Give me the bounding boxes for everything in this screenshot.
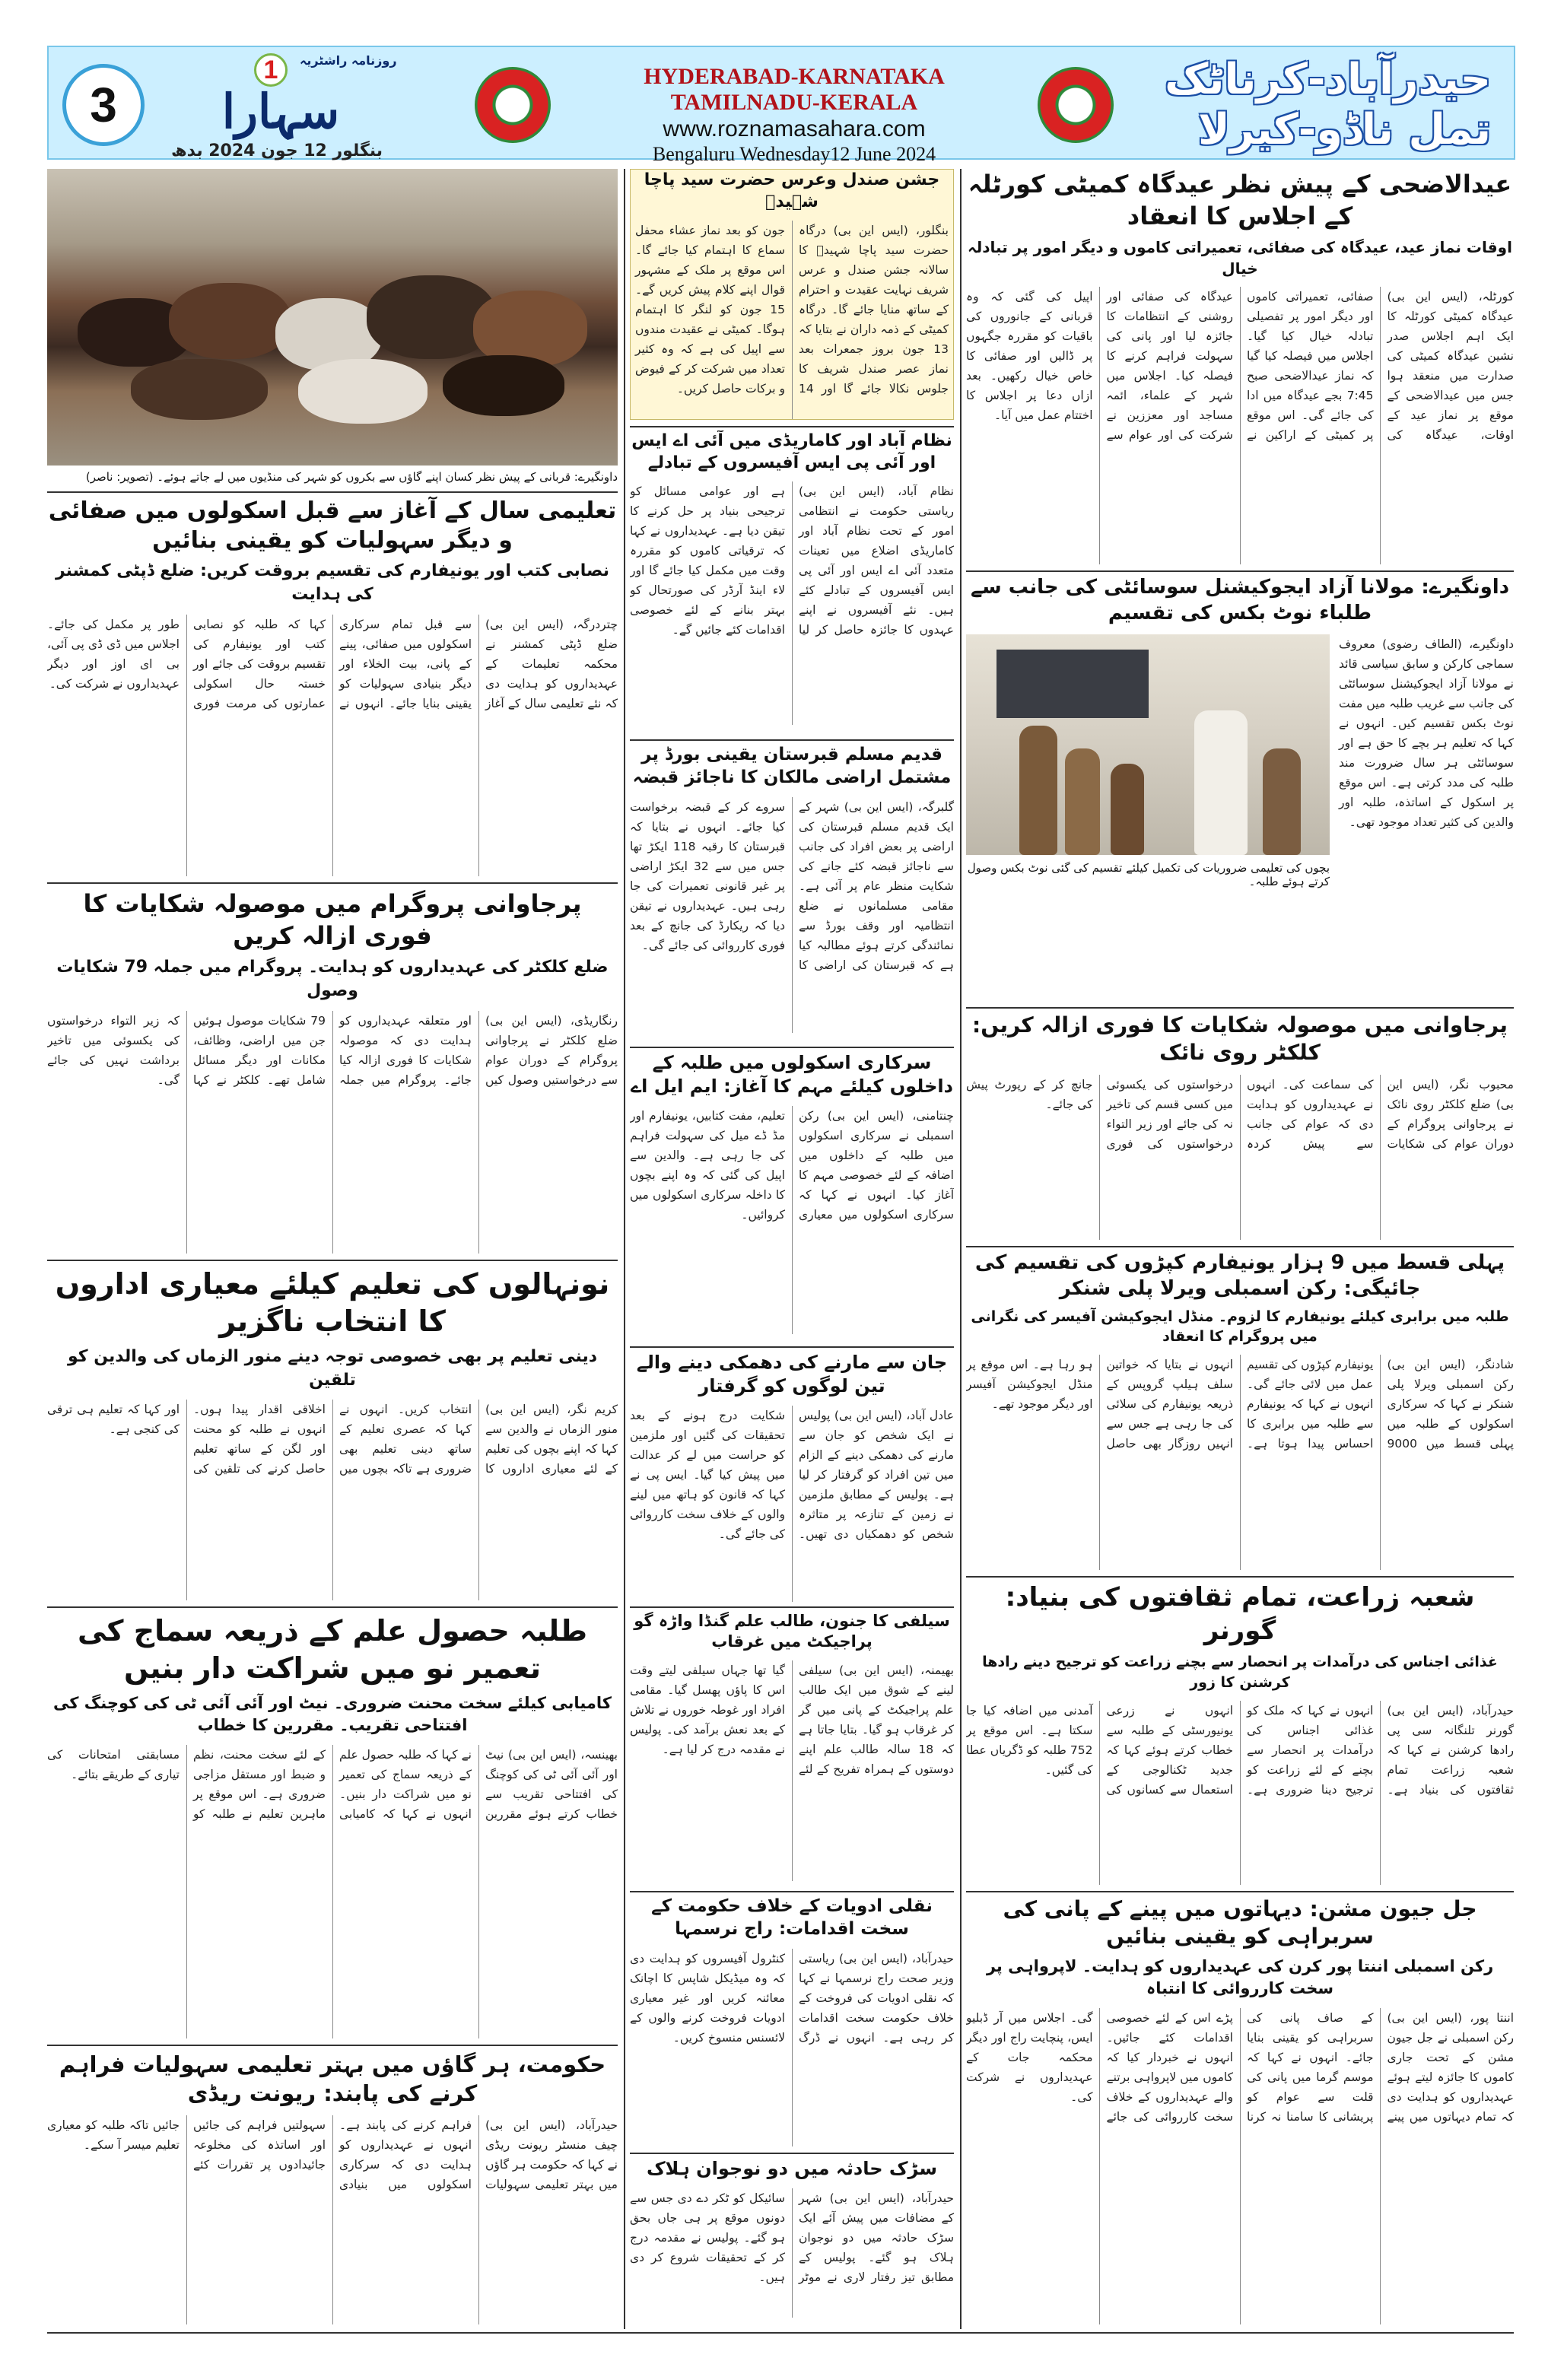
article-complaints-1 — [47, 888, 618, 1254]
article-graveyard — [630, 744, 954, 1041]
headline: سڑک حادثہ میں دو نوجوان ہلاک — [646, 2158, 938, 2179]
article-body: نظام آباد، (ایس این بی) ریاستی حکومت نے انتظامی امور کے تحت نظام آباد اور کاماریڈی اضلاع میں تعینات متعدد آئی اے ایس اور آئی پی ایس آفیسروں کے تبادلے کئے ہیں۔ نئے آفیسروں نے اپنے عہدوں کا جائزہ حاصل کر لیا ہے اور عوامی مسائل کو ترجیحی بنیاد پر حل کرنے کا تیقن دیا ہے۔ عہدیداروں نے کہا کہ ترقیاتی کاموں کو مقررہ وقت میں مکمل کیا جائے گا اور لاء اینڈ آرڈر کی صورتحال کو بہتر بنانے کے لئے خصوصی اقدامات کئے جائیں گے۔ — [630, 485, 954, 637]
subhead: دینی تعلیم پر بھی خصوصی توجہ دینے منور الزماں کی والدین کو تلقین — [67, 1346, 598, 1390]
subhead: طلبہ میں برابری کیلئے یونیفارم کا لزوم۔ منڈل ایجوکیشن آفیسر کی نگرانی میں پروگرام کا انعقاد — [971, 1308, 1509, 1346]
subhead: ضلع کلکٹر کی عہدیداروں کو ہدایت۔ پروگرام میں جملہ 79 شکایات وصول — [56, 958, 609, 1000]
article-davangere-society — [966, 575, 1514, 1001]
date-urdu: بنگلور 12 جون 2024 بدھ — [170, 141, 383, 160]
article-body: حیدرآباد، (ایس این بی) گورنر تلنگانہ سی پی رادھا کرشنن نے کہا کہ شعبہ زراعت تمام ثقافتوں کی بنیاد ہے۔ انہوں نے کہا کہ ملک کو غذائی اجناس کی درآمدات پر انحصار سے بچنے کے لئے زراعت کو ترجیح دینا ضروری ہے۔ انہوں نے زرعی یونیورسٹی کے طلبہ سے خطاب کرتے ہوئے کہا کہ جدید ٹکنالوجی کے استعمال سے کسانوں کی آمدنی میں اضافہ کیا جا سکتا ہے۔ اس موقع پر 752 طلبہ کو ڈگریاں عطا کی گئیں۔ — [966, 1703, 1514, 1797]
headline: شعبہ زراعت، تمام ثقافتوں کی بنیاد: گورنر — [1005, 1582, 1475, 1647]
subhead: نصابی کتب اور یونیفارم کی تقسیم بروقت کریں: ضلع ڈپٹی کمشنر کی ہدایت — [55, 561, 609, 604]
logo-badge: 1 — [254, 53, 288, 87]
page-number: 3 — [62, 64, 145, 146]
headline: تعلیمی سال کے آغاز سے قبل اسکولوں میں صفائی و دیگر سہولیات کو یقینی بنائیں — [48, 497, 617, 554]
headline: طلبہ حصول علم کے ذریعہ سماج کی تعمیر نو میں شراکت دار بنیں — [77, 1614, 588, 1686]
headline: سرکاری اسکولوں میں طلبہ کے داخلوں کیلئے مہم کا آغاز: ایم ایل اے — [631, 1052, 953, 1098]
article-body: حیدرآباد، (ایس این بی) شہر کے مضافات میں پیش آئے ایک سڑک حادثہ میں دو نوجوان ہلاک ہو گئے۔ پولیس کے مطابق تیز رفتار لاری نے موٹر سائیکل کو ٹکر دے دی جس سے دونوں موقع پر ہی جاں بحق ہو گئے۔ پولیس نے مقدمہ درج کر کے تحقیقات شروع کر دی ہیں۔ — [630, 2191, 954, 2285]
headline: پرجاوانی میں موصولہ شکایات کا فوری ازالہ کریں: کلکٹر روی نائک — [972, 1012, 1508, 1066]
article-body: شادنگر، (ایس این بی) رکن اسمبلی ویرلا پلی شنکر نے کہا کہ سرکاری اسکولوں کے طلبہ میں پہلی قسط میں 9000 یونیفارم کپڑوں کی تقسیم عمل میں لائی جائے گی۔ انہوں نے کہا کہ یونیفارم سے طلبہ میں برابری کا احساس پیدا ہوتا ہے۔ انہوں نے بتایا کہ خواتین سلف ہیلپ گروپس کے ذریعہ یونیفارم کی سلائی کی جا رہی ہے جس سے انہیں روزگار بھی حاصل ہو رہا ہے۔ اس موقع پر منڈل ایجوکیشن آفیسر اور دیگر موجود تھے۔ — [966, 1357, 1514, 1451]
article-body: داونگیرے، (الطاف رضوی) معروف سماجی کارکن و سابق سیاسی قائد نے مولانا آزاد ایجوکیشنل سوسائٹی کی جانب سے غریب طلبہ میں مفت نوٹ بکس تقسیم کیں۔ انہوں نے کہا کہ تعلیم ہر بچے کا حق ہے اور سوسائٹی ہر سال ضرورت مند طلبہ کی مدد کرتی ہے۔ اس موقع پر اسکول کے اساتذہ، طلبہ اور والدین کی کثیر تعداد موجود تھی۔ — [1339, 637, 1514, 829]
edition-header — [596, 64, 992, 166]
article-body: عادل آباد، (ایس این بی) پولیس نے ایک شخص کو جان سے مارنے کی دھمکی دینے کے الزام میں تین افراد کو گرفتار کر لیا ہے۔ پولیس کے مطابق ملزمین نے زمین کے تنازعہ پر متاثرہ شخص کو دھمکیاں دی تھیں۔ شکایت درج ہونے کے بعد تحقیقات کی گئیں اور ملزمین کو حراست میں لے کر عدالت میں پیش کیا گیا۔ ایس پی نے کہا کہ قانون کو ہاتھ میں لینے والوں کے خلاف سخت کارروائی کی جائے گی۔ — [630, 1409, 954, 1542]
article-uniforms — [966, 1250, 1514, 1570]
article-govt-schools — [630, 1051, 954, 1340]
sheep-photo — [47, 169, 618, 466]
article-hostels — [47, 2051, 618, 2324]
article-body: حیدرآباد، (ایس این بی) ریاستی وزیر صحت راج نرسمہا نے کہا کہ نقلی ادویات کی فروخت کے خلاف حکومت سخت اقدامات کر رہی ہے۔ انہوں نے ڈرگ کنٹرول آفیسروں کو ہدایت دی کہ وہ میڈیکل شاپس کا اچانک معائنہ کریں اور غیر معیاری ادویات فروخت کرنے والوں کے لائسنس منسوخ کریں۔ — [630, 1951, 954, 2045]
date-line: Bengaluru Wednesday12 June 2024 — [652, 143, 936, 165]
subhead: کامیابی کیلئے سخت محنت ضروری۔ نیٹ اور آئی آئی ٹی کی کوچنگ کی افتتاحی تقریب۔ مقررین کا خطاب — [53, 1693, 612, 1735]
photo-caption: بچوں کی تعلیمی ضروریات کی تکمیل کیلئے تقسیم کی گئی نوٹ بکس وصول کرتے ہوئے طلبہ۔ — [967, 860, 1330, 888]
article-accident — [630, 2157, 954, 2324]
article-body: بھینسہ، (ایس این بی) نیٹ اور آئی آئی ٹی کی کوچنگ کی افتتاحی تقریب سے خطاب کرتے ہوئے مقررین نے کہا کہ طلبہ حصول علم کے ذریعہ سماج کی تعمیر نو میں شراکت دار بنیں۔ انہوں نے کہا کہ کامیابی کے لئے سخت محنت، نظم و ضبط اور مستقل مزاجی ضروری ہے۔ اس موقع پر ماہرین تعلیم نے طلبہ کو مسابقتی امتحانات کی تیاری کے طریقے بتائے۔ — [47, 1747, 618, 1821]
headline: جان سے مارنے کی دھمکی دینے والے تین لوگوں کو گرفتار — [636, 1352, 948, 1397]
article-children-education — [47, 1266, 618, 1600]
article-body: کورٹلہ، (ایس این بی) عیدگاہ کمیٹی کورٹلہ کا ایک اہم اجلاس صدر نشین عیدگاہ کمیٹی کی صدارت میں منعقد ہوا جس میں عیدالاضحی کے موقع پر نماز عید کے اوقات، عیدگاہ کی صفائی، تعمیراتی کاموں اور دیگر امور پر تفصیلی تبادلہ خیال کیا گیا۔ اجلاس میں فیصلہ کیا گیا کہ نماز عیدالاضحی صبح 7:45 بجے عیدگاہ میں ادا کی جائے گی۔ اس موقع پر کمیٹی کے اراکین نے عیدگاہ کی صفائی اور روشنی کے انتظامات کا جائزہ لیا اور پانی کی سہولت فراہم کرنے کا فیصلہ کیا۔ اجلاس میں شہر کے علماء، ائمہ مساجد اور معززین نے شرکت کی اور عوام سے اپیل کی گئی کہ وہ قربانی کے جانوروں کی باقیات کو مقررہ جگہوں پر ڈالیں اور صفائی کا خاص خیال رکھیں۔ بعد ازاں دعا پر اجلاس کا اختتام عمل میں آیا۔ — [966, 290, 1514, 443]
article-body: چنتامنی، (ایس این بی) رکن اسمبلی نے سرکاری اسکولوں میں طلبہ کے داخلوں میں اضافہ کے لئے خصوصی مہم کا آغاز کیا۔ انہوں نے کہا کہ سرکاری اسکولوں میں معیاری تعلیم، مفت کتابیں، یونیفارم اور مڈ ڈے میل کی سہولت فراہم کی جا رہی ہے۔ والدین سے اپیل کی گئی کہ وہ اپنے بچوں کا داخلہ سرکاری اسکولوں میں کروائیں۔ — [630, 1109, 954, 1222]
article-arrest — [630, 1351, 954, 1602]
photo-caption: داونگیرے: قربانی کے پیش نظر کسان اپنے گاؤں سے بکروں کو شہر کی منڈیوں میں لے جاتے ہوئے۔ (تصویر: ناصر) — [85, 470, 618, 484]
headline: جشن صندل وعرس حضرت سید پاچا شہیدؒ — [644, 170, 940, 211]
headline: سیلفی کا جنون، طالب علم گنڈا واڑہ گو پراجیکٹ میں غرقاب — [634, 1612, 950, 1651]
headline: عیدالاضحی کے پیش نظر عیدگاہ کمیٹی کورٹلہ کے اجلاس کا انعقاد — [968, 170, 1512, 230]
headline: حکومت، ہر گاؤں میں بہتر تعلیمی سہولیات فراہم کرنے کی پابند: ریونت ریڈی — [59, 2051, 606, 2106]
headline: نقلی ادویات کے خلاف حکومت کے سخت اقدامات: راج نرسمہا — [651, 1896, 933, 1939]
website[interactable]: www.roznamasahara.com — [663, 116, 926, 141]
article-body: محبوب نگر، (ایس این بی) ضلع کلکٹر روی نائک نے پرجاوانی پروگرام کے دوران عوام کی شکایات کی سماعت کی۔ انہوں نے عہدیداروں کو ہدایت دی کہ عوام کی جانب سے پیش کردہ درخواستوں کی یکسوئی میں کسی قسم کی تاخیر نہ کی جائے اور زیر التواء درخواستوں کی فوری جانچ کر کے رپورٹ پیش کی جائے۔ — [966, 1077, 1514, 1151]
article-knowledge — [47, 1613, 618, 2038]
article-nizamabad — [630, 431, 954, 735]
headline: نظام آباد اور کاماریڈی میں آئی اے ایس اور آئی پی ایس آفیسروں کے تبادلے — [631, 431, 952, 472]
masthead — [47, 46, 1515, 165]
subhead: اوقات نماز عید، عیدگاہ کی صفائی، تعمیراتی کاموں و دیگر امور پر تبادلہ خیال — [968, 238, 1512, 278]
headline: نونہالوں کی تعلیم کیلئے معیاری اداروں کا انتخاب ناگزیر — [55, 1267, 610, 1339]
article-body: بھیمنہ، (ایس این بی) سیلفی لینے کے شوق میں ایک طالب علم پراجیکٹ کے پانی میں گر کر غرقاب ہو گیا۔ بتایا جاتا ہے کہ 18 سالہ طالب علم اپنے دوستوں کے ہمراہ تفریح کے لئے گیا تھا جہاں سیلفی لیتے وقت اس کا پاؤں پھسل گیا۔ مقامی افراد اور غوطہ خوروں نے تلاش کے بعد نعش برآمد کی۔ پولیس نے مقدمہ درج کر لیا ہے۔ — [630, 1663, 954, 1776]
article-fake-drugs — [630, 1895, 954, 2146]
article-selfie — [630, 1611, 954, 1885]
headline: داونگیرے: مولانا آزاد ایجوکیشنل سوسائٹی کی جانب سے طلباء نوٹ بکس کی تقسیم — [970, 576, 1510, 624]
newspaper-logo — [163, 53, 399, 160]
article-jal-jeevan — [966, 1895, 1514, 2324]
classroom-photo — [966, 634, 1330, 855]
subhead: غذائی اجناس کی درآمدات پر انحصار سے بچنے زراعت کو ترجیح دینے رادھا کرشنن کا زور — [982, 1654, 1498, 1691]
headline: قدیم مسلم قبرستان یقینی بورڈ پر مشتمل اراضی مالکان کا ناجائز قبضہ — [632, 745, 952, 787]
article-eid — [966, 169, 1514, 564]
headline: پرجاوانی پروگرام میں موصولہ شکایات کا فوری ازالہ کریں — [83, 889, 582, 950]
article-agriculture — [966, 1581, 1514, 1885]
article-body: گلبرگہ، (ایس این بی) شہر کے ایک قدیم مسلم قبرستان کی اراضی پر بعض افراد کی جانب سے ناجائز قبضہ کئے جانے کی شکایت منظر عام پر آئی ہے۔ مقامی مسلمانوں نے ضلع انتظامیہ اور وقف بورڈ سے نمائندگی کرتے ہوئے مطالبہ کیا ہے کہ قبرستان کی اراضی کا سروے کر کے قبضہ برخواست کیا جائے۔ انہوں نے بتایا کہ قبرستان کا رقبہ 118 ایکڑ تھا جس میں سے 32 ایکڑ اراضی پر غیر قانونی تعمیرات کی جا رہی ہیں۔ عہدیداروں نے تیقن دیا کہ ریکارڈ کی جانچ کے بعد فوری کارروائی کی جائے گی۔ — [630, 799, 954, 972]
region-title — [1095, 55, 1491, 155]
logo-name: سہارا — [221, 84, 340, 139]
article-urs — [630, 169, 954, 420]
region-title-1: حیدرآباد-کرناٹک — [1165, 55, 1491, 104]
article-body: چتردرگہ، (ایس این بی) ضلع ڈپٹی کمشنر نے محکمہ تعلیمات کے عہدیداروں کو ہدایت دی کہ نئے تعلیمی سال کے آغاز سے قبل تمام سرکاری اسکولوں میں صفائی، پینے کے پانی، بیت الخلاء اور دیگر بنیادی سہولیات کو یقینی بنایا جائے۔ انہوں نے کہا کہ طلبہ کو نصابی کتب اور یونیفارم کی تقسیم بروقت کی جائے اور خستہ حال اسکولی عمارتوں کی مرمت فوری طور پر مکمل کی جائے۔ اجلاس میں ڈی ڈی پی آئی، بی ای اوز اور دیگر عہدیداروں نے شرکت کی۔ — [47, 617, 618, 710]
headline: پہلی قسط میں 9 ہزار یونیفارم کپڑوں کی تقسیم کی جائیگی: رکن اسمبلی ویرلا پلی شنکر — [974, 1251, 1505, 1300]
region-title-2: تمل ناڈو-کیرلا — [1197, 105, 1491, 154]
article-body: حیدرآباد، (ایس این بی) چیف منسٹر ریونت ریڈی نے کہا کہ حکومت ہر گاؤں میں بہتر تعلیمی سہولیات فراہم کرنے کی پابند ہے۔ انہوں نے عہدیداروں کو ہدایت دی کہ سرکاری اسکولوں میں بنیادی سہولتیں فراہم کی جائیں اور اساتذہ کی مخلوعہ جائیدادوں پر تقررات کئے جائیں تاکہ طلبہ کو معیاری تعلیم میسر آ سکے۔ — [47, 2118, 618, 2192]
article-complaints-2 — [966, 1012, 1514, 1240]
edition-line-1: HYDERABAD-KARNATAKA — [644, 64, 945, 89]
headline: جل جیون مشن: دیہاتوں میں پینے کے پانی کی سربراہی کو یقینی بنائیں — [1003, 1896, 1477, 1949]
article-body: اننتا پور، (ایس این بی) رکن اسمبلی نے جل جیون مشن کے تحت جاری کاموں کا جائزہ لیتے ہوئے عہدیداروں کو ہدایت دی کہ تمام دیہاتوں میں پینے کے صاف پانی کی سربراہی کو یقینی بنایا جائے۔ انہوں نے کہا کہ موسم گرما میں پانی کی قلت سے عوام کو پریشانی کا سامنا نہ کرنا پڑے اس کے لئے خصوصی اقدامات کئے جائیں۔ انہوں نے خبردار کیا کہ کاموں میں لاپرواہی برتنے والے عہدیداروں کے خلاف سخت کارروائی کی جائے گی۔ اجلاس میں آر ڈبلیو ایس، پنچایت راج اور دیگر محکمہ جات کے عہدیداروں نے شرکت کی۔ — [966, 2010, 1514, 2124]
article-school-year — [47, 496, 618, 876]
article-body: بنگلور، (ایس این بی) درگاہ حضرت سید پاچا شہیدؒ کا سالانہ جشن صندل و عرس شریف نہایت عقیدت و احترام کے ساتھ منایا جائے گا۔ درگاہ کمیٹی کے ذمہ داران نے بتایا کہ 13 جون بروز جمعرات بعد نماز عصر صندل شریف کا جلوس نکالا جائے گا اور 14 جون کو بعد نماز عشاء محفل سماع کا اہتمام کیا جائے گا۔ اس موقع پر ملک کے مشہور قوال اپنے کلام پیش کریں گے۔ 15 جون کو لنگر کا اہتمام ہوگا۔ کمیٹی نے عقیدت مندوں سے اپیل کی ہے کہ وہ کثیر تعداد میں شرکت کر کے فیوض و برکات حاصل کریں۔ — [635, 224, 949, 396]
sun-emblem-icon — [475, 67, 551, 143]
subhead: رکن اسمبلی اننتا پور کرن کی عہدیداروں کو ہدایت۔ لاپرواہی پر سخت کارروائی کا انتباہ — [986, 1956, 1494, 1998]
logo-tagline: روزنامہ راشٹریہ — [300, 53, 397, 68]
edition-line-2: TAMILNADU-KERALA — [670, 90, 918, 115]
article-body: رنگاریڈی، (ایس این بی) ضلع کلکٹر نے پرجاوانی پروگرام کے دوران عوام سے درخواستیں وصول کیں اور متعلقہ عہدیداروں کو ہدایت دی کہ موصولہ شکایات کا فوری ازالہ کیا جائے۔ پروگرام میں جملہ 79 شکایات موصول ہوئیں جن میں اراضی، وظائف، مکانات اور دیگر مسائل شامل تھے۔ کلکٹر نے کہا کہ زیر التواء درخواستوں کی یکسوئی میں تاخیر برداشت نہیں کی جائے گی۔ — [47, 1013, 618, 1087]
article-body: کریم نگر، (ایس این بی) منور الزماں نے والدین سے کہا کہ اپنے بچوں کی تعلیم کے لئے معیاری اداروں کا انتخاب کریں۔ انہوں نے کہا کہ عصری تعلیم کے ساتھ دینی تعلیم بھی ضروری ہے تاکہ بچوں میں اخلاقی اقدار پیدا ہوں۔ انہوں نے طلبہ کو محنت اور لگن کے ساتھ تعلیم حاصل کرنے کی تلقین کی اور کہا کہ تعلیم ہی ترقی کی کنجی ہے۔ — [47, 1403, 618, 1476]
